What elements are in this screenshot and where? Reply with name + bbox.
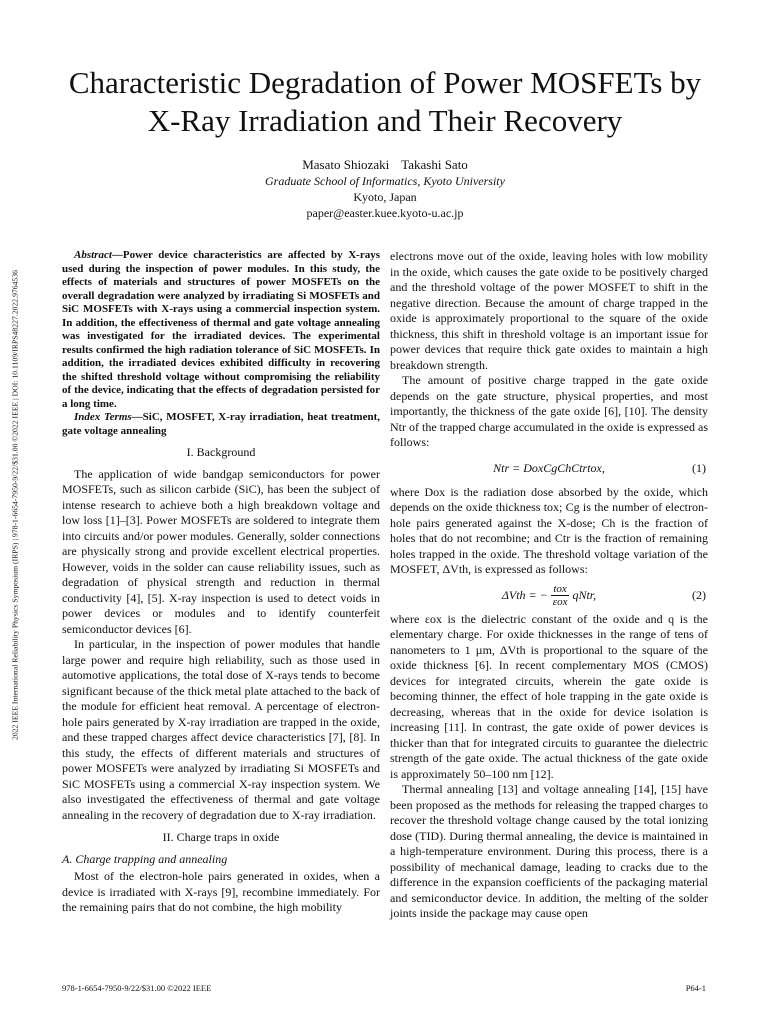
right-paragraph-1: electrons move out of the oxide, leaving holes with low mobility in the oxide, which causes the gate oxide to be positively charged and the threshold voltage of the power MOSFET to shift in the negative direction. Because the amount of charge trapped in the oxide is approximately proportional to the square of the oxide thickness, this shift in threshold voltage is an important issue for power devices that require thick gate oxides to maintain a high breakdown strength. (390, 249, 708, 372)
title-line-1: Characteristic Degradation of Power MOSFETs by (68, 65, 702, 100)
title-line-2: X-Ray Irradiation and Their Recovery (147, 103, 623, 138)
equation-2 (390, 578, 708, 612)
doi-sidebar (8, 180, 22, 830)
location: Kyoto, Japan (353, 190, 417, 205)
email: paper@easter.kuee.kyoto-u.ac.jp (306, 206, 464, 221)
equation-1-body: Ntr = DoxCgChCtrtox, (493, 460, 605, 475)
section-2-paragraph-1: Most of the electron-hole pairs generated in oxides, when a device is irradiated with X-rays [9], recombine immediately. For the remaining pairs that do not combine, the high mobility (62, 869, 380, 914)
sidebar-text: 2022 IEEE International Reliability Physics Symposium (IRPS) | 978-1-6654-7950-9/22/$31.00 ©2022 IEEE | DOI: 10.1109/IRPS48227.2022.9764536 (10, 269, 20, 741)
right-paragraph-4: where εox is the dielectric constant of the oxide and q is the elementary charge. For oxide thicknesses in the range of tens of nanometers to 1 µm, ΔVth is proportional to the square of the oxide thickness [6]. In recent complementary MOS (CMOS) devices for integrated circuits, wherein the gate oxide is becoming thinner, the effect of hole trapping in the gate oxide is decreasing, whereas that in the oxide for device isolation is increasing [11]. In contrast, the gate oxide of power devices is thicker than that for integrated circuits to guarantee the dielectric strength of the gate oxide. The actual thickness of the gate oxide is approximately 50–100 nm [12]. (390, 611, 708, 781)
right-paragraph-5: Thermal annealing [13] and voltage annealing [14], [15] have been proposed as the methods for releasing the trapped charges to recover the threshold voltage change caused by the total ionizing dose (TID). During thermal annealing, the device is maintained in a high-temperature environment. During this process, there is a possibility of mechanical damage, leading to cracks due to the difference in the expansion coefficients of the packaging material and semiconductor device. In addition, the melting of the solder joints inside the package may cause open (390, 782, 708, 920)
index-terms (62, 411, 380, 438)
equation-1-number: (1) (692, 460, 706, 475)
equation-2-lhs: ΔVth = − (501, 587, 548, 602)
affiliation-block (40, 173, 730, 222)
section-2-heading: II. Charge traps in oxide (162, 830, 280, 844)
equation-2-rhs: qNtr, (572, 587, 597, 602)
index-terms-label: Index Terms (74, 411, 132, 423)
section-1-paragraph-2: In particular, in the inspection of power modules that handle large power and require high reliability, such as those used in automotive applications, the total dose of X-rays tends to become significant because of the thick metal plate attached to the back of the module for efficient heat removal. A percentage of electron-hole pairs generated by X-ray irradiation are trapped in the oxide, and these trapped charges affect device characteristics [7], [8]. In this study, the effects of different materials and structures of power MOSFETs were analyzed by irradiating Si MOSFETs and SiC MOSFETs using a commercial X-ray inspection system. We also investigated the effectiveness of thermal and gate voltage annealing in the recovery of degradation due to X-ray irradiation. (62, 637, 380, 822)
section-1-heading: I. Background (186, 445, 256, 459)
abstract-label: Abstract (74, 249, 112, 261)
abstract (62, 249, 380, 411)
left-column (62, 249, 380, 916)
author-2: Takashi Sato (401, 157, 468, 172)
right-paragraph-2: The amount of positive charge trapped in the gate oxide depends on the gate structure, physical properties, and most importantly, the thickness of the gate oxide [6], [10]. The density Ntr of the trapped charge accumulated in the oxide is expressed as follows: (390, 373, 708, 449)
author-list (40, 156, 730, 173)
paper-title (40, 64, 730, 140)
section-1-paragraph-1: The application of wide bandgap semiconductors for power MOSFETs, such as silicon carbide (SiC), has been the subject of intense research to achieve both a high breakdown voltage and low loss [1]–[3]. Power MOSFETs are soldered to integrate them into circuits and/or power modules. Generally, solder connections are physically strong and provide excellent electrical properties. However, voids in the solder can cause reliability issues, such as degradation of physical strength and reduction in thermal conductivity [4], [5]. X-ray inspection is used to detect voids in power devices or modules and to identify counterfeit semiconductor devices [6]. (62, 466, 380, 636)
equation-2-fraction (551, 583, 570, 608)
subsection-2a-heading: A. Charge trapping and annealing (62, 851, 228, 866)
right-column (390, 249, 708, 922)
index-terms-text: —SiC, MOSFET, X-ray irradiation, heat treatment, gate voltage annealing (62, 411, 380, 437)
equation-1 (390, 451, 708, 485)
footer-page-number: P64-1 (685, 983, 706, 993)
equation-2-denominator: εox (552, 596, 568, 609)
affiliation: Graduate School of Informatics, Kyoto University (265, 174, 505, 188)
equation-2-numerator: tox (551, 583, 570, 596)
footer-copyright: 978-1-6654-7950-9/22/$31.00 ©2022 IEEE (62, 983, 212, 993)
equation-2-number: (2) (692, 587, 706, 602)
author-1: Masato Shiozaki (302, 157, 390, 172)
right-paragraph-3: where Dox is the radiation dose absorbed by the oxide, which depends on the oxide thickness tox; Cg is the number of electron-hole pairs generated against the X-dose; Ch is the fraction of holes that do not recombine; and Ctr is the fraction of remaining holes trapped in the oxide. The threshold voltage variation of the MOSFET, ΔVth, is expressed as follows: (390, 484, 708, 576)
abstract-text: —Power device characteristics are affected by X-rays used during the inspection of power modules. In this study, the effects of materials and structures of power MOSFETs on the overall degradation were analyzed by irradiating Si MOSFETs and SiC MOSFETs with X-rays using a commercial inspection system. In addition, the effectiveness of thermal and gate voltage annealing was investigated for the irradiated devices. The experimental results confirmed the high radiation tolerance of SiC MOSFETs. In addition, the irradiated devices exhibited difficulty in recovering the shifted threshold voltage without compromising the reliability of the device, indicating that the effects of degradation persisted for a long time. (62, 249, 380, 410)
